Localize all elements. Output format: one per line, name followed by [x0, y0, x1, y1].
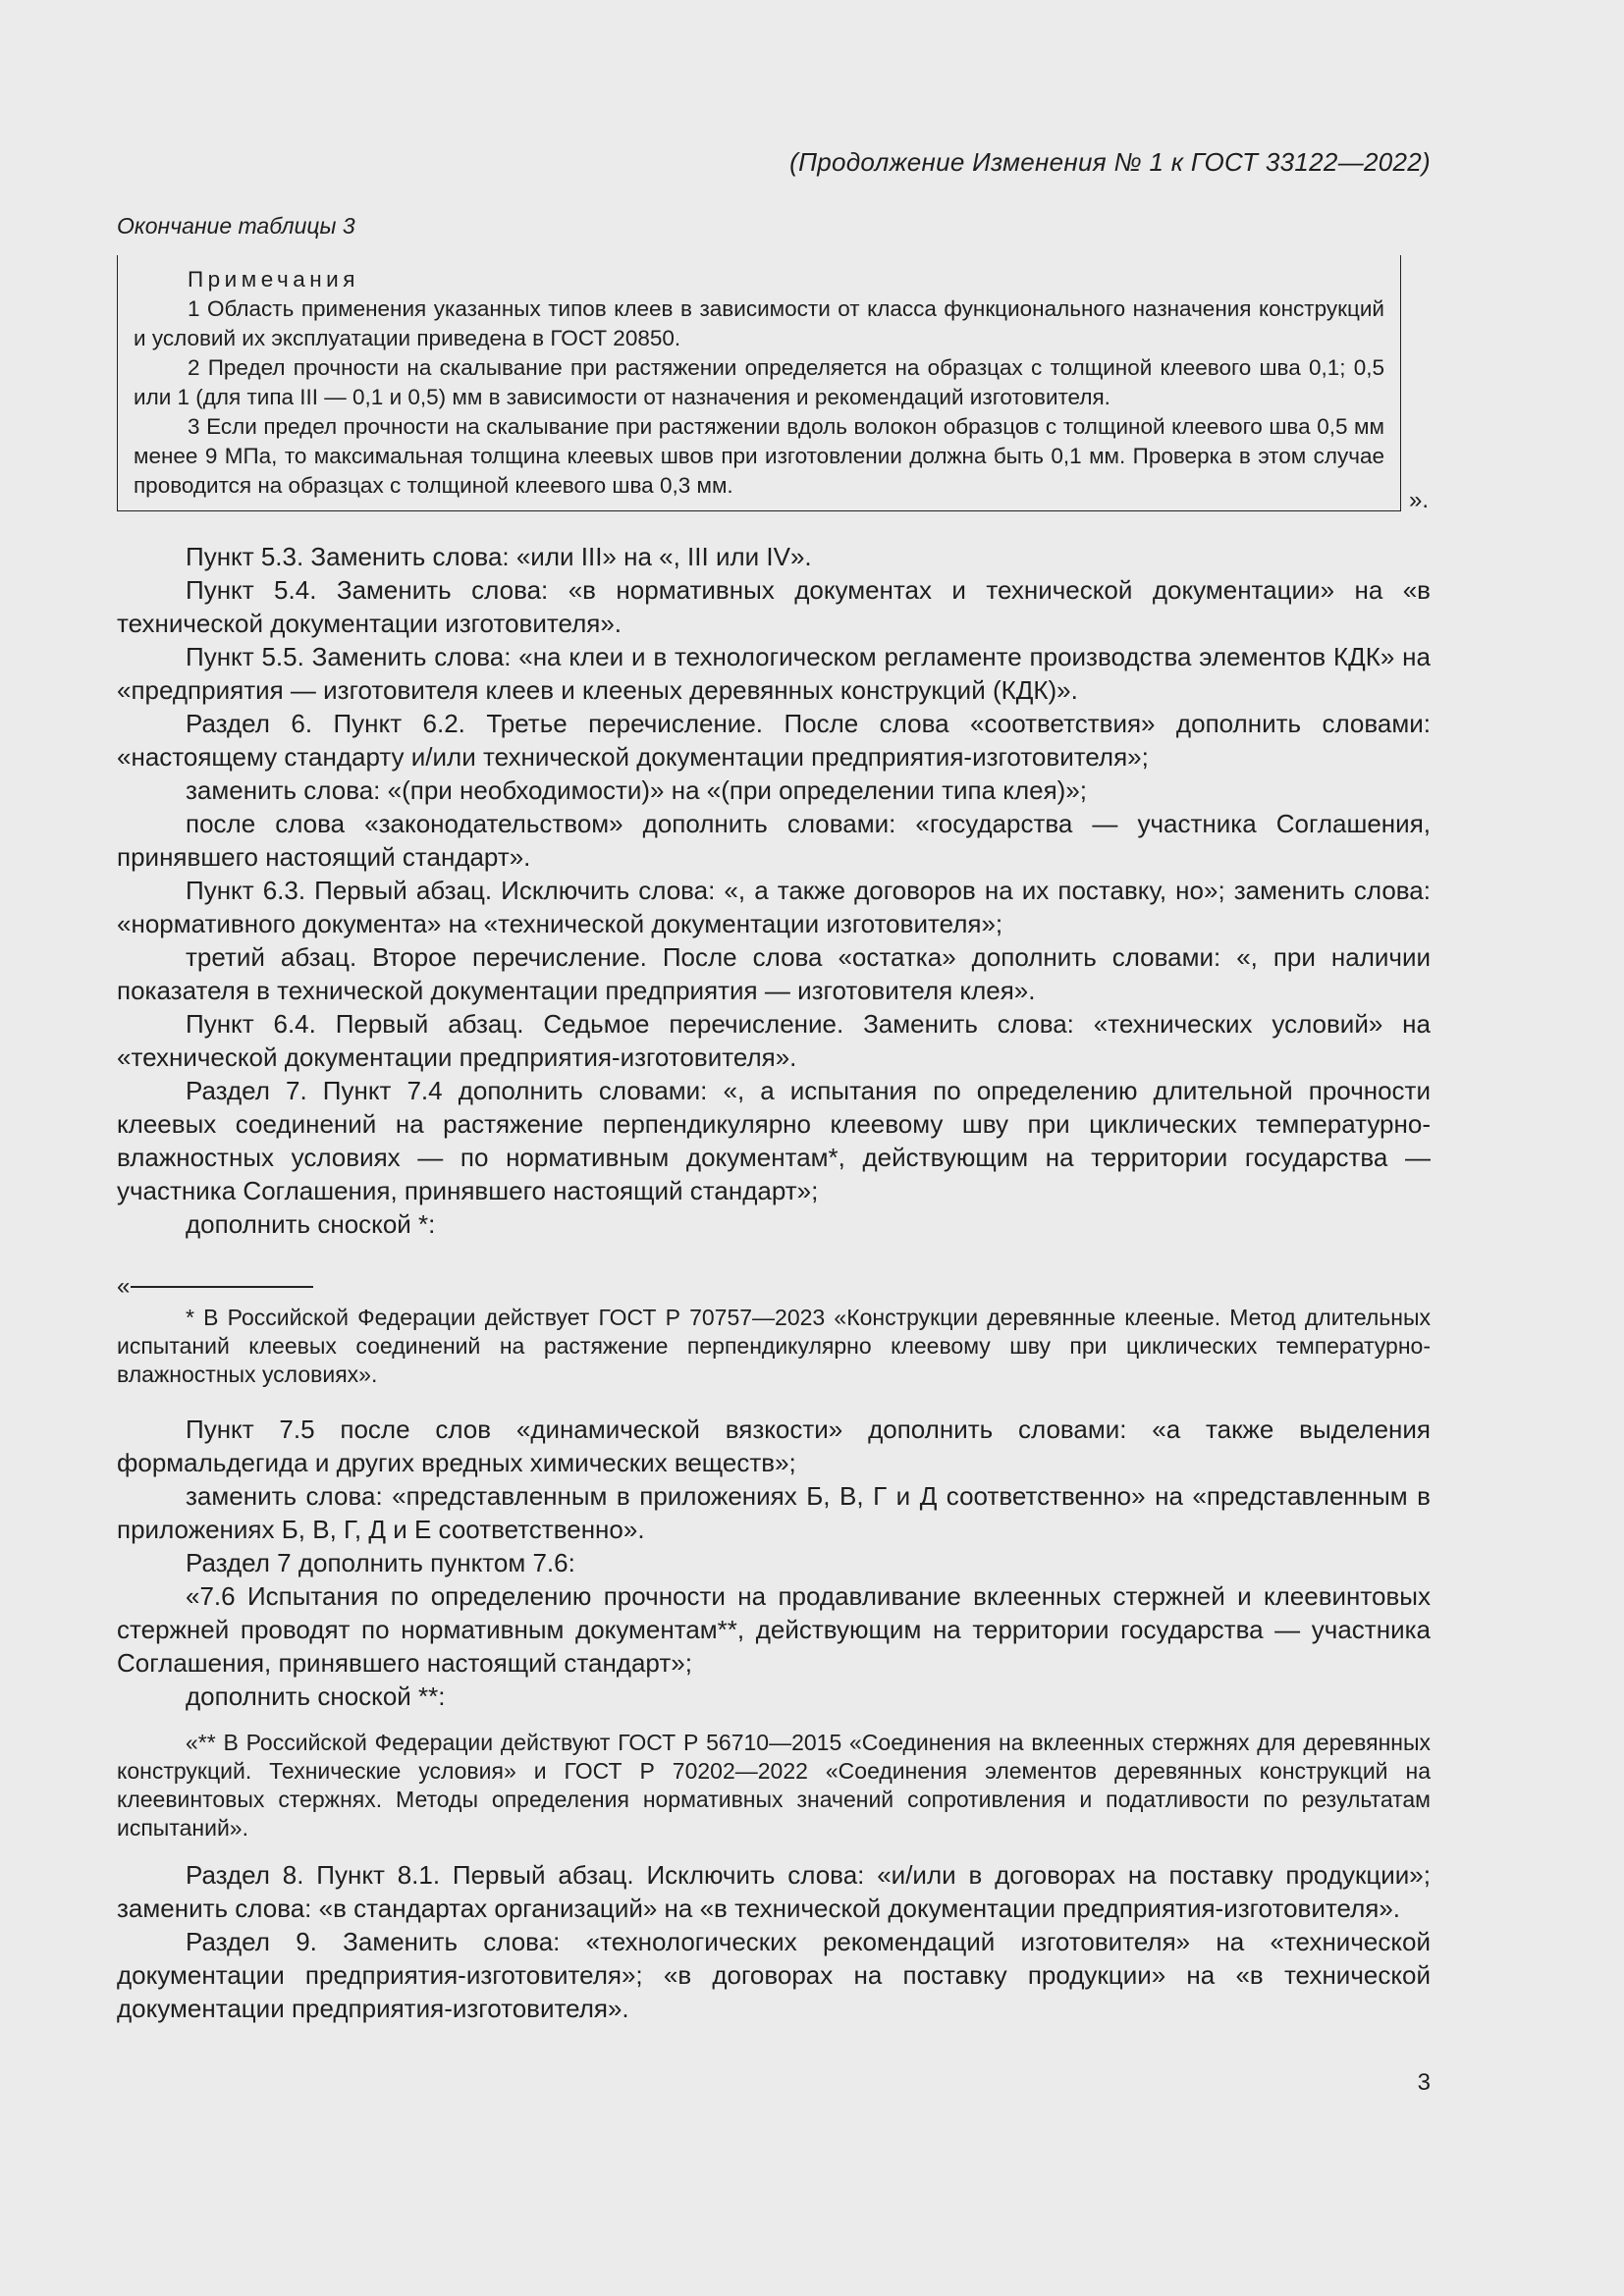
- notes-closing-quote: ».: [1409, 487, 1430, 513]
- paragraph: Раздел 8. Пункт 8.1. Первый абзац. Исключить слова: «и/или в договорах на поставку продукции»; заменить слова: «в стандартах организаций» на «в технической документации предприятия-изготовителя».: [117, 1860, 1431, 1923]
- paragraph: Раздел 6. Пункт 6.2. Третье перечисление. После слова «соответствия» дополнить словами: «настоящему стандарту и/или технической документации предприятия-изготовителя»;: [117, 709, 1431, 772]
- paragraph: Пункт 6.4. Первый абзац. Седьмое перечисление. Заменить слова: «технических условий» на «технической документации предприятия-изготовителя».: [117, 1009, 1431, 1072]
- paragraph: Пункт 6.3. Первый абзац. Исключить слова: «, а также договоров на их поставку, но»; заменить слова: «нормативного документа» на «технической документации изготовителя»;: [117, 876, 1431, 938]
- paragraph: дополнить сноской **:: [186, 1682, 446, 1711]
- paragraph: Пункт 5.3. Заменить слова: «или III» на «, III или IV».: [186, 542, 812, 571]
- notes-box: [117, 255, 1401, 511]
- footnote-text: * В Российской Федерации действует ГОСТ Р 70757—2023 «Конструкции деревянные клееные. Метод длительных испытаний клеевых соединений на растяжение перпендикулярно клеевому шву при циклических температурно-влажностных условиях».: [117, 1305, 1431, 1387]
- footnote-separator: [117, 1270, 1431, 1304]
- paragraph: Раздел 7. Пункт 7.4 дополнить словами: «, а испытания по определению длительной прочности клеевых соединений на растяжение перпендикулярно клеевому шву при циклических температурно-влажностных условиях — по нормативным документам*, действующим на территории государства — участника Соглашения, принявшего настоящий стандарт»;: [117, 1076, 1431, 1205]
- footnote-rule: [131, 1286, 313, 1288]
- note-item: 3 Если предел прочности на скалывание при растяжении вдоль волокон образцов с толщиной клеевого шва 0,5 мм менее 9 МПа, то максимальная толщина клеевых швов при изготовлении должна быть 0,1 мм. Проверка в этом случае проводится на образцах с толщиной клеевого шва 0,3 мм.: [134, 414, 1384, 498]
- paragraph: Пункт 5.4. Заменить слова: «в нормативных документах и технической документации» на «в технической документации изготовителя».: [117, 575, 1431, 638]
- footnote-text: «** В Российской Федерации действуют ГОСТ Р 56710—2015 «Соединения на вклеенных стержнях для деревянных конструкций. Технические условия» и ГОСТ Р 70202—2022 «Соединения элементов деревянных конструкций на клеевинтовых стержнях. Методы определения нормативных значений сопротивления и податливости по результатам испытаний».: [117, 1730, 1431, 1841]
- paragraph: «7.6 Испытания по определению прочности на продавливание вклеенных стержней и клеевинтовых стержней проводят по нормативным документам**, действующим на территории государства — участника Соглашения, принявшего настоящий стандарт»;: [117, 1581, 1431, 1678]
- note-item: 1 Область применения указанных типов клеев в зависимости от класса функционального назначения конструкций и условий их эксплуатации приведена в ГОСТ 20850.: [134, 296, 1384, 350]
- table-caption: Окончание таблицы 3: [117, 213, 355, 239]
- paragraph: Раздел 9. Заменить слова: «технологических рекомендаций изготовителя» на «технической документации предприятия-изготовителя»; «в договорах на поставку продукции» на «в технической документации предприятия-изготовителя».: [117, 1927, 1431, 2023]
- notes-title: Примечания: [188, 267, 359, 292]
- footnote-block: [117, 1729, 1431, 1842]
- paragraph: дополнить сноской *:: [186, 1209, 436, 1239]
- page-number: 3: [1417, 2069, 1431, 2096]
- note-item: 2 Предел прочности на скалывание при растяжении определяется на образцах с толщиной клеевого шва 0,1; 0,5 или 1 (для типа III — 0,1 и 0,5) мм в зависимости от назначения и рекомендаций изготовителя.: [134, 355, 1384, 409]
- paragraph: заменить слова: «(при необходимости)» на «(при определении типа клея)»;: [186, 775, 1088, 805]
- document-header: (Продолжение Изменения № 1 к ГОСТ 33122—2022): [789, 147, 1431, 177]
- paragraph: Пункт 7.5 после слов «динамической вязкости» дополнить словами: «а также выделения формальдегида и других вредных химических веществ»;: [117, 1415, 1431, 1477]
- footnote-block: [117, 1304, 1431, 1389]
- footnote-open-quote: «: [117, 1273, 131, 1300]
- paragraph: Пункт 5.5. Заменить слова: «на клеи и в технологическом регламенте производства элементов КДК» на «предприятия — изготовителя клеев и клееных деревянных конструкций (КДК)».: [117, 642, 1431, 705]
- document-body: [117, 540, 1431, 2025]
- paragraph: Раздел 7 дополнить пунктом 7.6:: [186, 1548, 575, 1577]
- paragraph: третий абзац. Второе перечисление. После слова «остатка» дополнить словами: «, при наличии показателя в технической документации предприятия — изготовителя клея».: [117, 942, 1431, 1005]
- paragraph: после слова «законодательством» дополнить словами: «государства — участника Соглашения, принявшего настоящий стандарт».: [117, 809, 1431, 872]
- paragraph: заменить слова: «представленным в приложениях Б, В, Г и Д соответственно» на «представленным в приложениях Б, В, Г, Д и Е соответственно».: [117, 1481, 1431, 1544]
